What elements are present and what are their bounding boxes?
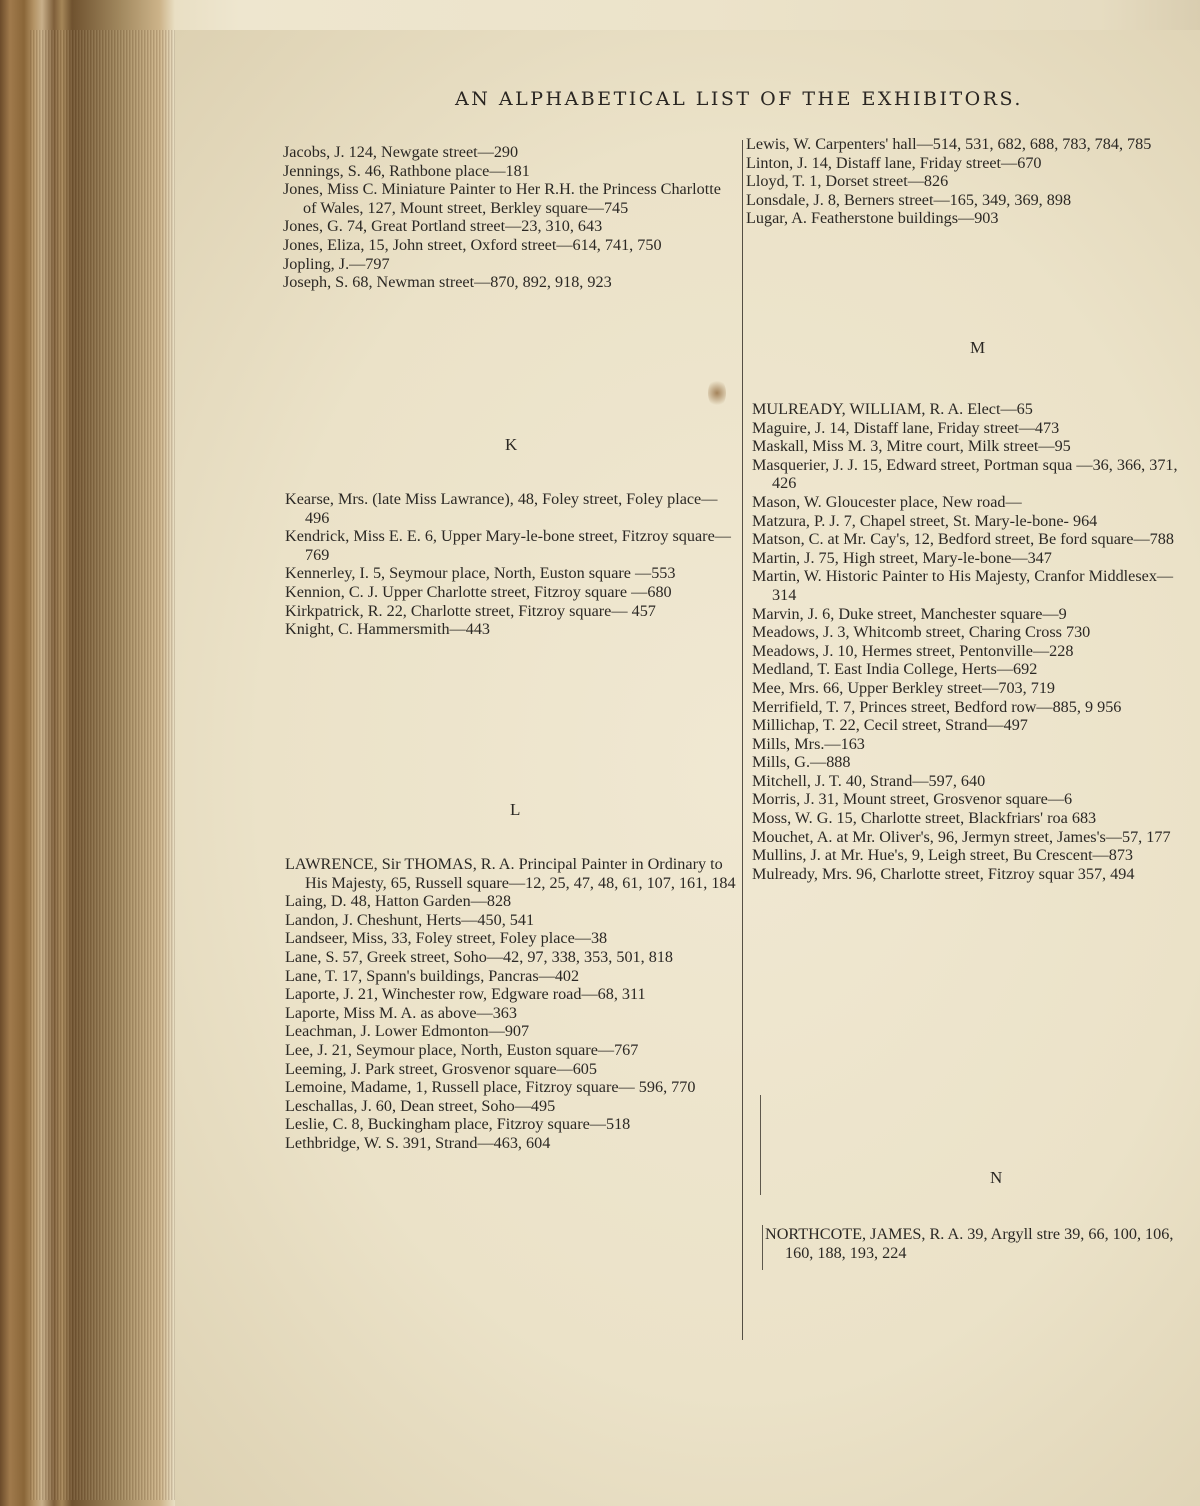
running-head: AN ALPHABETICAL LIST OF THE EXHIBITORS. xyxy=(455,88,1023,110)
list-entry: Leeming, J. Park street, Grosvenor square—605 xyxy=(285,1059,597,1078)
list-entry: Millichap, T. 22, Cecil street, Strand—497 xyxy=(752,716,1028,735)
list-entry: Matzura, P. J. 7, Chapel street, St. Mary-le-bone- 964 xyxy=(752,511,1098,530)
list-entry: Mitchell, J. T. 40, Strand—597, 640 xyxy=(752,771,986,790)
list-entry: Jones, Eliza, 15, John street, Oxford street—614, 741, 750 xyxy=(283,235,662,254)
list-entry: Jennings, S. 46, Rathbone place—181 xyxy=(283,161,530,180)
list-entry: Joseph, S. 68, Newman street—870, 892, 918, 923 xyxy=(283,273,612,292)
list-entry: Martin, J. 75, High street, Mary-le-bone—347 xyxy=(752,548,1052,567)
list-entry: Marvin, J. 6, Duke street, Manchester square—9 xyxy=(752,604,1067,623)
list-entry: Landon, J. Cheshunt, Herts—450, 541 xyxy=(285,910,535,929)
list-m xyxy=(752,400,1192,883)
list-entry: NORTHCOTE, JAMES, R. A. 39, Argyll stre 39, 66, 100, 106, 160, 188, 193, 224 xyxy=(765,1225,1174,1262)
list-entry: Jones, G. 74, Great Portland street—23, 310, 643 xyxy=(283,217,603,236)
list-entry: Kendrick, Miss E. E. 6, Upper Mary-le-bone street, Fitzroy square—769 xyxy=(285,527,731,564)
list-entry: Mills, Mrs.—163 xyxy=(752,734,865,753)
list-entry: Lloyd, T. 1, Dorset street—826 xyxy=(746,172,949,191)
list-entry: Lonsdale, J. 8, Berners street—165, 349, 369, 898 xyxy=(746,190,1072,209)
list-entry: Lee, J. 21, Seymour place, North, Euston square—767 xyxy=(285,1040,639,1059)
list-entry: Lane, S. 57, Greek street, Soho—42, 97, 338, 353, 501, 818 xyxy=(285,947,674,966)
page-edges xyxy=(30,30,180,1500)
list-j xyxy=(283,143,738,292)
list-entry: Leslie, C. 8, Buckingham place, Fitzroy square—518 xyxy=(285,1115,631,1134)
list-entry: Kirkpatrick, R. 22, Charlotte street, Fitzroy square— 457 xyxy=(285,601,656,620)
letter-heading-m: M xyxy=(970,338,986,357)
list-entry: Jacobs, J. 124, Newgate street—290 xyxy=(283,143,519,161)
list-entry: Leschallas, J. 60, Dean street, Soho—495 xyxy=(285,1096,556,1115)
list-entry: Meadows, J. 3, Whitcomb street, Charing Cross 730 xyxy=(752,623,1091,642)
list-entry: Knight, C. Hammersmith—443 xyxy=(285,620,491,639)
list-entry: Mouchet, A. at Mr. Oliver's, 96, Jermyn street, James's—57, 177 xyxy=(752,827,1171,846)
list-entry: Medland, T. East India College, Herts—692 xyxy=(752,660,1038,679)
list-entry: Mills, G.—888 xyxy=(752,753,851,772)
list-entry: Kennion, C. J. Upper Charlotte street, Fitzroy square —680 xyxy=(285,582,672,601)
list-k xyxy=(285,490,740,639)
list-entry: Lugar, A. Featherstone buildings—903 xyxy=(746,209,999,228)
list-entry: Morris, J. 31, Mount street, Grosvenor square—6 xyxy=(752,790,1073,809)
list-entry: Mullins, J. at Mr. Hue's, 9, Leigh street, Bu Crescent—873 xyxy=(752,846,1134,865)
list-entry: Kennerley, I. 5, Seymour place, North, Euston square —553 xyxy=(285,564,676,583)
list-entry: Mulready, Mrs. 96, Charlotte street, Fitzroy squar 357, 494 xyxy=(752,864,1135,883)
list-entry: Laing, D. 48, Hatton Garden—828 xyxy=(285,892,512,911)
list-entry: Maguire, J. 14, Distaff lane, Friday street—473 xyxy=(752,418,1060,437)
list-entry: Leachman, J. Lower Edmonton—907 xyxy=(285,1022,530,1041)
list-entry: Kearse, Mrs. (late Miss Lawrance), 48, Foley street, Foley place—496 xyxy=(285,490,718,527)
list-entry: Lane, T. 17, Spann's buildings, Pancras—402 xyxy=(285,966,580,985)
list-entry: Landseer, Miss, 33, Foley street, Foley place—38 xyxy=(285,929,608,948)
letter-heading-l: L xyxy=(510,800,521,819)
list-entry: Martin, W. Historic Painter to His Majesty, Cranfor Middlesex—314 xyxy=(752,567,1174,604)
list-entry: Laporte, Miss M. A. as above—363 xyxy=(285,1003,517,1022)
list-entry: Masquerier, J. J. 15, Edward street, Portman squa —36, 366, 371, 426 xyxy=(752,455,1178,493)
list-entry: Mee, Mrs. 66, Upper Berkley street—703, 719 xyxy=(752,678,1056,697)
list-n xyxy=(765,1225,1185,1262)
list-entry: Lethbridge, W. S. 391, Strand—463, 604 xyxy=(285,1133,551,1152)
list-entry: Merrifield, T. 7, Princes street, Bedford row—885, 9 956 xyxy=(752,697,1122,716)
column-rule-fragment xyxy=(760,1095,761,1195)
list-l-continued xyxy=(746,135,1186,228)
list-entry: Jones, Miss C. Miniature Painter to Her R.H. the Princess Charlotte of Wales, 127, Mount street, Berkley square—745 xyxy=(283,180,721,217)
letter-heading-k: K xyxy=(505,435,518,454)
list-entry: Maskall, Miss M. 3, Mitre court, Milk street—95 xyxy=(752,437,1071,456)
ink-stain xyxy=(708,378,726,408)
list-entry: Mason, W. Gloucester place, New road— xyxy=(752,492,1022,511)
list-entry: Meadows, J. 10, Hermes street, Pentonville—228 xyxy=(752,641,1074,660)
list-entry: MULREADY, WILLIAM, R. A. Elect—65 xyxy=(752,400,1033,418)
list-entry: Lewis, W. Carpenters' hall—514, 531, 682, 688, 783, 784, 785 xyxy=(746,135,1152,153)
list-entry: Laporte, J. 21, Winchester row, Edgware road—68, 311 xyxy=(285,985,646,1004)
column-rule-fragment xyxy=(762,1225,763,1270)
list-entry: LAWRENCE, Sir THOMAS, R. A. Principal Painter in Ordinary to His Majesty, 65, Russell square—12, 25, 47, 48, 61, 107, 161, 184 xyxy=(285,855,736,892)
list-entry: Linton, J. 14, Distaff lane, Friday street—670 xyxy=(746,153,1042,172)
letter-heading-n: N xyxy=(990,1168,1003,1187)
list-entry: Matson, C. at Mr. Cay's, 12, Bedford street, Be ford square—788 xyxy=(752,530,1174,549)
list-entry: Lemoine, Madame, 1, Russell place, Fitzroy square— 596, 770 xyxy=(285,1078,696,1097)
list-entry: Jopling, J.—797 xyxy=(283,254,390,273)
column-rule xyxy=(742,140,743,1340)
list-entry: Moss, W. G. 15, Charlotte street, Blackfriars' roa 683 xyxy=(752,809,1097,828)
list-l xyxy=(285,855,747,1153)
